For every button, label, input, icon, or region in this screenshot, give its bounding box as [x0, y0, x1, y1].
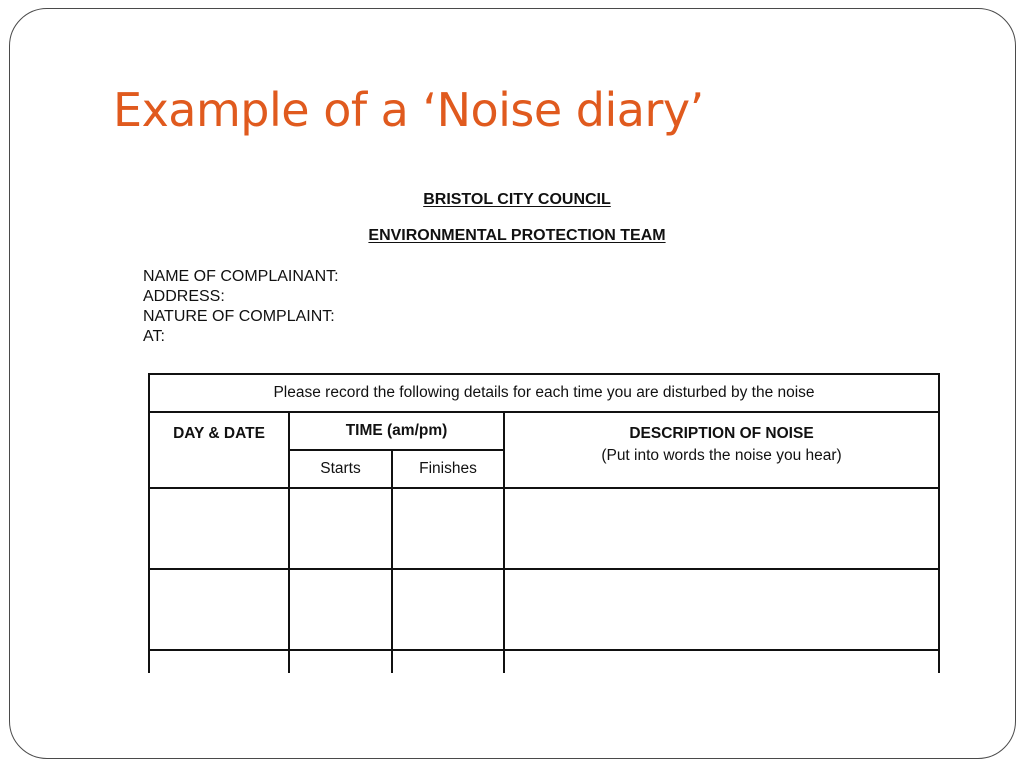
cell-day-date [149, 488, 289, 569]
table-row [149, 650, 939, 673]
cell-finishes [392, 650, 504, 673]
cell-starts [289, 650, 392, 673]
cell-finishes [392, 569, 504, 650]
cell-day-date [149, 569, 289, 650]
cell-description [504, 650, 939, 673]
cell-description [504, 569, 939, 650]
table-instruction-row [149, 374, 939, 412]
team-name-heading: ENVIRONMENTAL PROTECTION TEAM [368, 227, 666, 244]
field-address: ADDRESS: [143, 288, 225, 305]
header-time: TIME (am/pm) [289, 412, 504, 450]
header-description-subtitle: (Put into words the noise you hear) [601, 447, 842, 464]
header-starts: Starts [289, 450, 392, 488]
cell-starts [289, 569, 392, 650]
header-day-date: DAY & DATE [149, 412, 289, 488]
table-header-row [149, 412, 939, 450]
table-instruction: Please record the following details for each time you are disturbed by the noise [149, 374, 939, 412]
council-name-heading: BRISTOL CITY COUNCIL [423, 191, 611, 208]
header-description [504, 412, 939, 488]
header-finishes: Finishes [392, 450, 504, 488]
table-row [149, 569, 939, 650]
table-row [149, 488, 939, 569]
cell-starts [289, 488, 392, 569]
field-name-of-complainant: NAME OF COMPLAINANT: [143, 268, 339, 285]
field-at: AT: [143, 328, 165, 345]
header-description-title: DESCRIPTION OF NOISE [629, 425, 814, 442]
complainant-fields [143, 267, 339, 347]
field-nature-of-complaint: NATURE OF COMPLAINT: [143, 308, 335, 325]
slide-title: Example of a ‘Noise diary’ [113, 83, 704, 137]
cell-finishes [392, 488, 504, 569]
cell-day-date [149, 650, 289, 673]
cell-description [504, 488, 939, 569]
noise-diary-table [148, 373, 940, 673]
